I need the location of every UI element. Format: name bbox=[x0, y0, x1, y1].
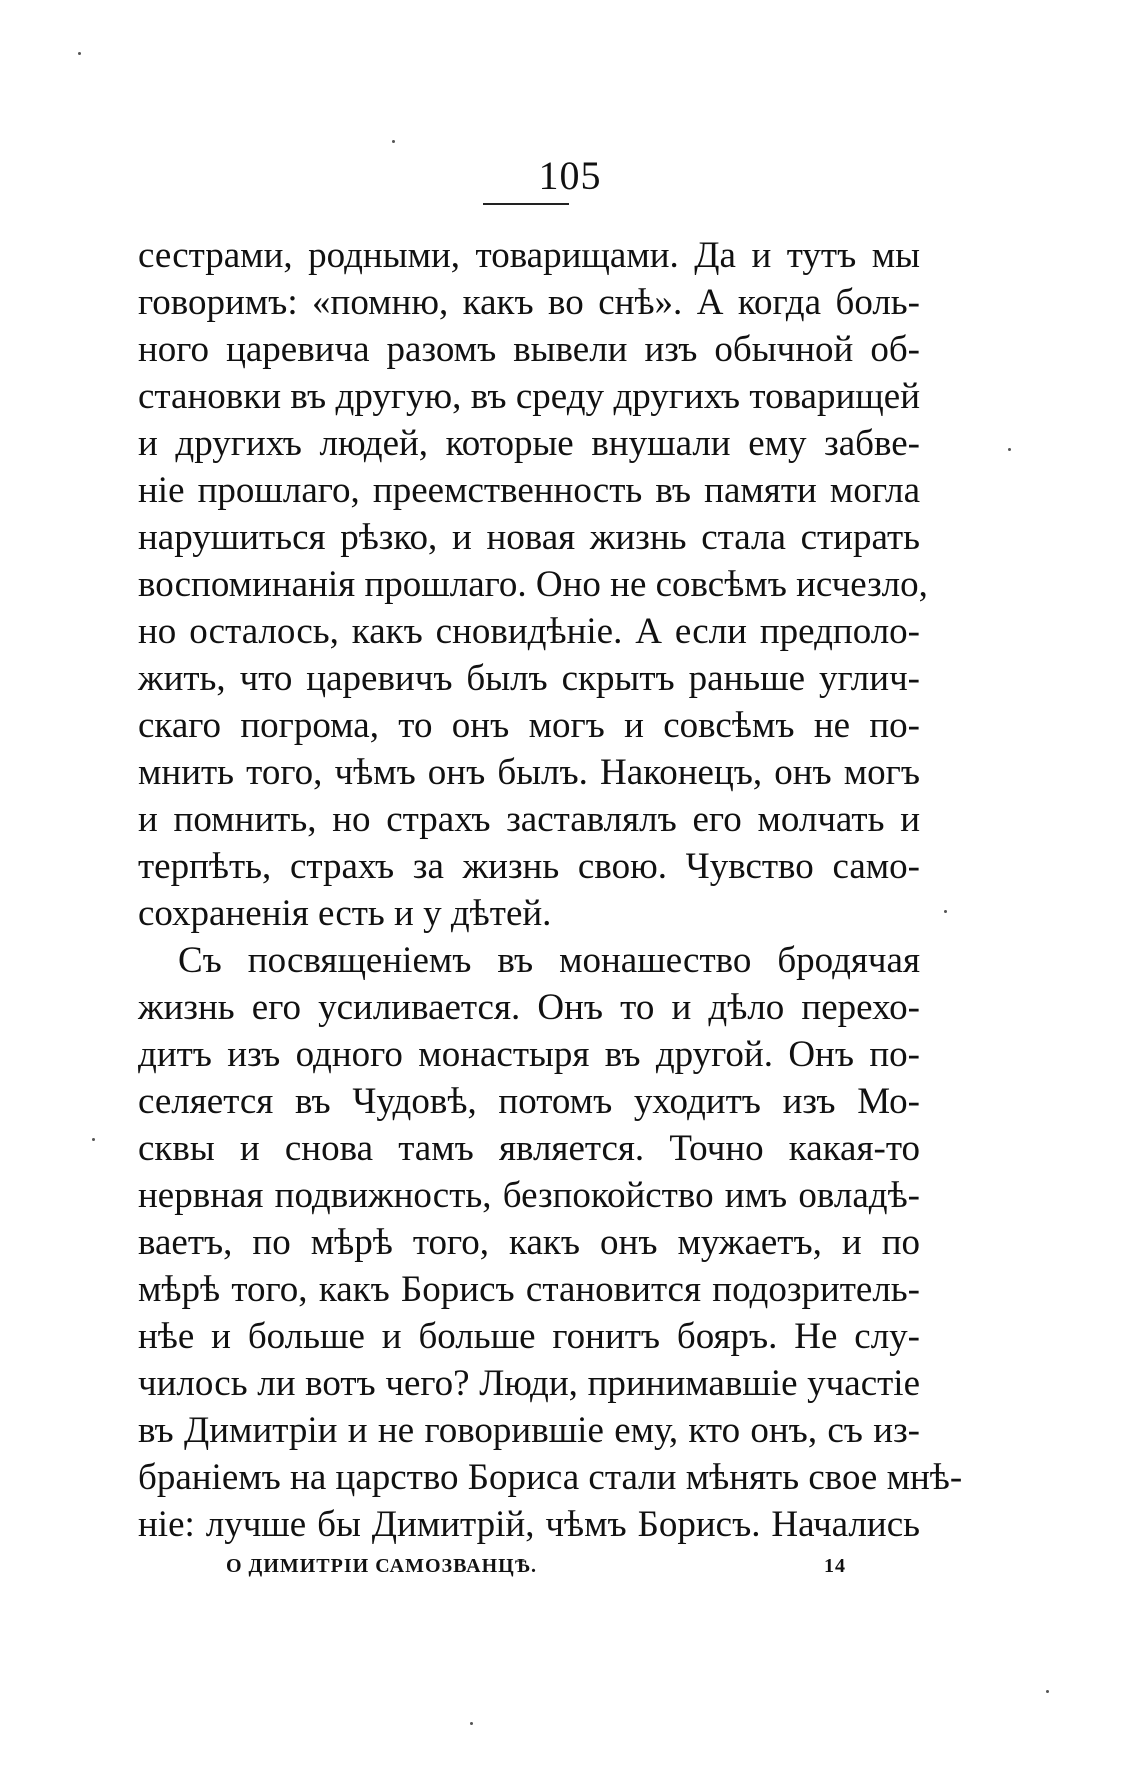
text-line: нервная подвижность, безпокойство имъ овладѣ- bbox=[138, 1175, 920, 1216]
body-text bbox=[138, 232, 963, 1548]
text-line-paragraph-start: Съ посвященіемъ въ монашество бродячая bbox=[178, 940, 920, 981]
text-line-paragraph-end: сохраненія есть и у дѣтей. bbox=[138, 893, 552, 934]
text-line: жить, что царевичъ былъ скрытъ раньше углич- bbox=[138, 658, 920, 699]
text-line: сквы и снова тамъ является. Точно какая-то bbox=[138, 1128, 920, 1169]
signature-mark: 14 bbox=[824, 1555, 846, 1577]
text-line: говоримъ: «помню, какъ во снѣ». А когда боль- bbox=[138, 282, 920, 323]
page-footer bbox=[226, 1555, 846, 1578]
text-line: дитъ изъ одного монастыря въ другой. Онъ по- bbox=[138, 1034, 920, 1075]
scan-speck bbox=[392, 140, 395, 143]
text-line: но осталось, какъ сновидѣніе. А если предполо- bbox=[138, 611, 920, 652]
text-line: становки въ другую, въ среду другихъ товарищей bbox=[138, 376, 920, 417]
text-line: и помнить, но страхъ заставлялъ его молчать и bbox=[138, 799, 920, 840]
text-line: ніе прошлаго, преемственность въ памяти могла bbox=[138, 470, 920, 511]
scan-speck bbox=[944, 910, 947, 913]
scan-speck bbox=[1008, 448, 1011, 451]
scan-speck bbox=[92, 1138, 95, 1141]
text-line: и другихъ людей, которые внушали ему забве- bbox=[138, 423, 920, 464]
text-line: терпѣть, страхъ за жизнь свою. Чувство само- bbox=[138, 846, 920, 887]
text-line: мнить того, чѣмъ онъ былъ. Наконецъ, онъ могъ bbox=[138, 752, 920, 793]
text-line: селяется въ Чудовѣ, потомъ уходитъ изъ Мо- bbox=[138, 1081, 920, 1122]
text-line: браніемъ на царство Бориса стали мѣнять свое мнѣ- bbox=[138, 1457, 963, 1498]
text-line: жизнь его усиливается. Онъ то и дѣло перехо- bbox=[138, 987, 920, 1028]
scan-speck bbox=[470, 1722, 473, 1725]
text-line: нарушиться рѣзко, и новая жизнь стала стирать bbox=[138, 517, 920, 558]
text-line: чилось ли вотъ чего? Люди, принимавшіе участіе bbox=[138, 1363, 920, 1404]
text-line: въ Димитріи и не говорившіе ему, кто онъ, съ из- bbox=[138, 1410, 920, 1451]
scan-speck bbox=[1046, 1690, 1049, 1693]
text-line: сестрами, родными, товарищами. Да и тутъ мы bbox=[138, 235, 920, 276]
scan-speck bbox=[78, 52, 81, 55]
page-number: 105 bbox=[538, 153, 602, 198]
text-line: ного царевича разомъ вывели изъ обычной об- bbox=[138, 329, 920, 370]
text-line: ваетъ, по мѣрѣ того, какъ онъ мужаетъ, и по bbox=[138, 1222, 920, 1263]
text-line: скаго погрома, то онъ могъ и совсѣмъ не по- bbox=[138, 705, 920, 746]
text-line: воспоминанія прошлаго. Оно не совсѣмъ исчезло, bbox=[138, 564, 928, 605]
footer-title: О ДИМИТРІИ САМОЗВАНЦѢ. bbox=[226, 1555, 537, 1577]
page-number-rule bbox=[483, 203, 569, 205]
text-line: мѣрѣ того, какъ Борисъ становится подозритель- bbox=[138, 1269, 920, 1310]
text-line: ніе: лучше бы Димитрій, чѣмъ Борисъ. Начались bbox=[138, 1504, 920, 1545]
text-line: нѣе и больше и больше гонитъ бояръ. Не слу- bbox=[138, 1316, 920, 1357]
